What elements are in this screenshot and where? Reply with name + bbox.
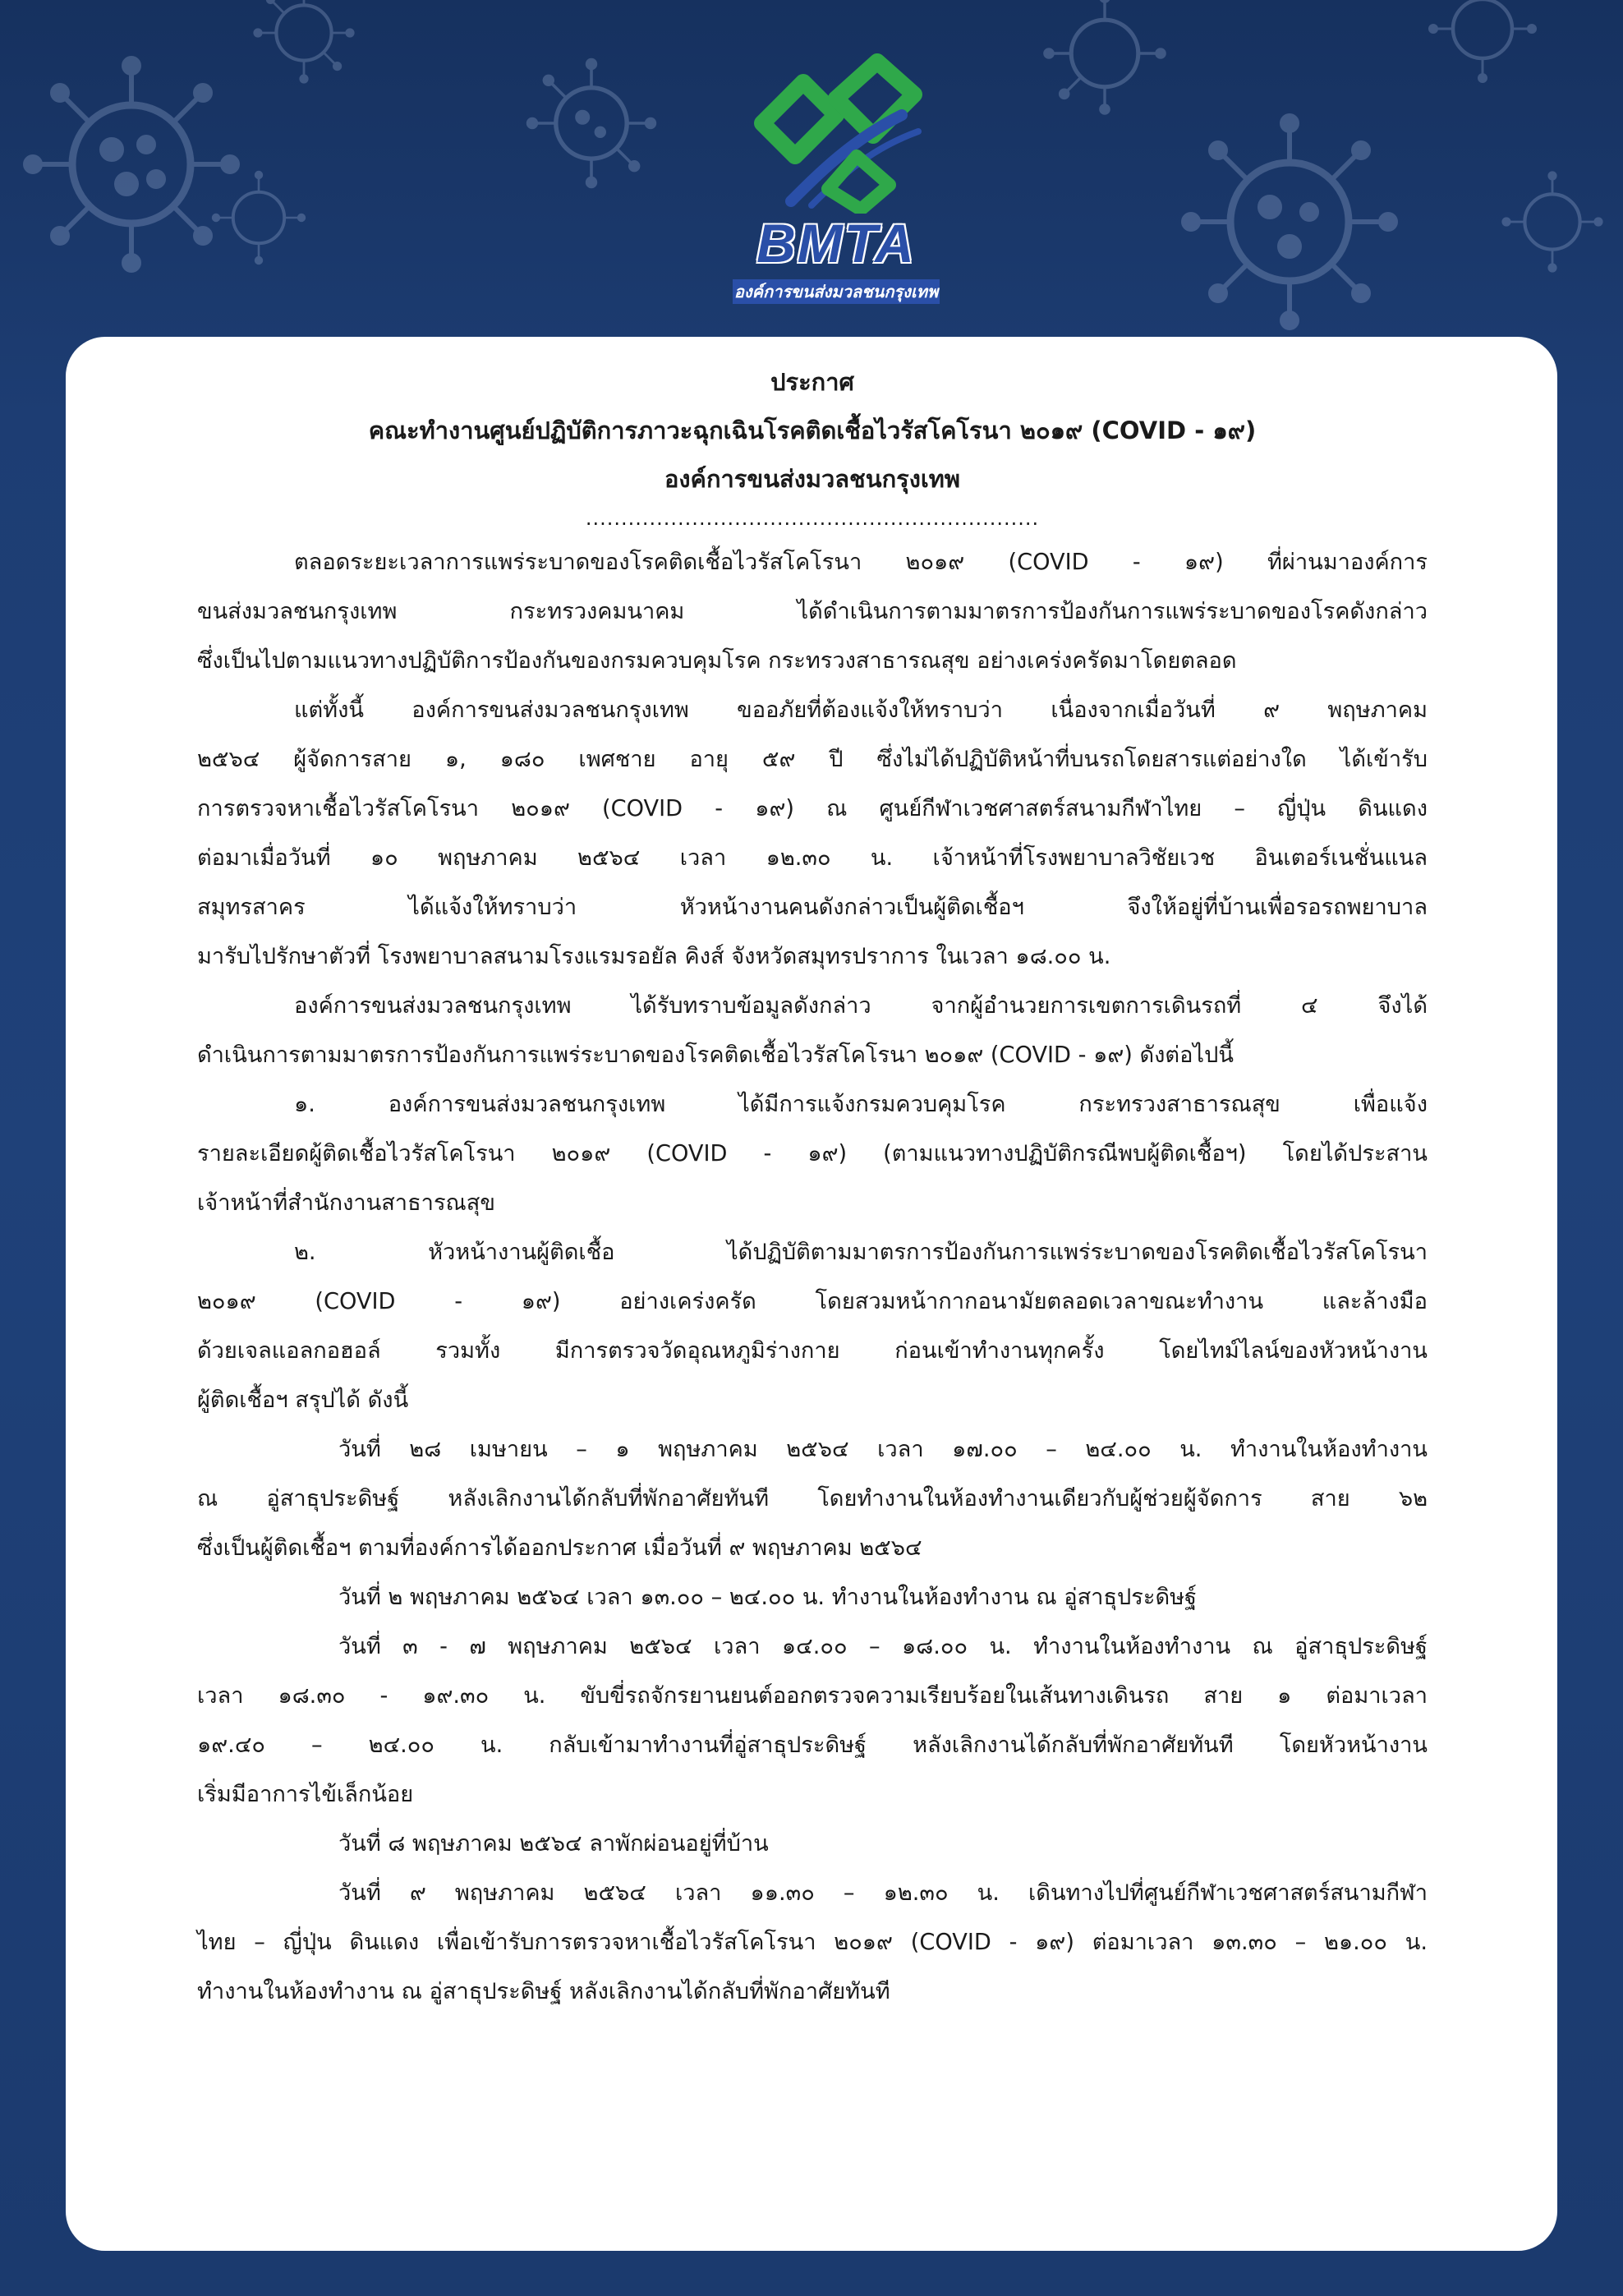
virus-decoration-icon [246, 0, 361, 90]
virus-decoration-icon [205, 164, 312, 271]
virus-decoration-icon [517, 49, 665, 197]
logo-subtitle: องค์การขนส่งมวลชนกรุงเทพ [733, 279, 940, 304]
announcement-content [197, 358, 1428, 2017]
bmta-logo [713, 49, 959, 304]
body-line: การตรวจหาเชื้อไวรัสโคโรนา ๒๐๑๙ (COVID - ๑๙) ณ ศูนย์กีฬาเวชศาสตร์สนามกีฬาไทย – ญี่ปุ่น ดินแดง [197, 796, 1428, 821]
bmta-emblem-icon [713, 49, 959, 214]
body-line: ดำเนินการตามมาตรการป้องกันการแพร่ระบาดของโรคติดเชื้อไวรัสโคโรนา ๒๐๑๙ (COVID - ๑๙) ดังต่อไปนี้ [197, 1042, 1234, 1068]
body-line: แต่ทั้งนี้ องค์การขนส่งมวลชนกรุงเทพ ขออภัยที่ต้องแจ้งให้ทราบว่า เนื่องจากเมื่อวันที่ ๙ พฤษภาคม [294, 697, 1428, 723]
body-line: ขนส่งมวลชนกรุงเทพ กระทรวงคมนาคม ได้ดำเนินการตามมาตรการป้องกันการแพร่ระบาดของโรคดังกล่าว [197, 599, 1428, 624]
body-line: เริ่มมีอาการไข้เล็กน้อย [197, 1782, 414, 1807]
virus-decoration-icon [1421, 0, 1544, 90]
body-line: วันที่ ๘ พฤษภาคม ๒๕๖๔ ลาพักผ่อนอยู่ที่บ้าน [338, 1831, 769, 1857]
body-line: วันที่ ๒๘ เมษายน – ๑ พฤษภาคม ๒๕๖๔ เวลา ๑๗.๐๐ – ๒๔.๐๐ น. ทำงานในห้องทำงาน [338, 1437, 1428, 1462]
body-line: องค์การขนส่งมวลชนกรุงเทพ ได้รับทราบข้อมูลดังกล่าว จากผู้อำนวยการเขตการเดินรถที่ ๔ จึงได้ [294, 993, 1428, 1019]
body-line: ๑๙.๔๐ – ๒๔.๐๐ น. กลับเข้ามาทำงานที่อู่สาธุประดิษฐ์ หลังเลิกงานได้กลับที่พักอาศัยทันที โดยหัวหน้างาน [197, 1732, 1428, 1758]
announcement-heading: ประกาศ [770, 368, 854, 396]
body-line: ณ อู่สาธุประดิษฐ์ หลังเลิกงานได้กลับที่พักอาศัยทันที โดยทำงานในห้องทำงานเดียวกับผู้ช่วยผู้จัดการ สาย ๖๒ [197, 1486, 1428, 1511]
virus-decoration-icon [1495, 164, 1610, 279]
body-line: ผู้ติดเชื้อฯ สรุปได้ ดังนี้ [197, 1387, 409, 1413]
announcement-organization: องค์การขนส่งมวลชนกรุงเทพ [664, 465, 961, 493]
body-line: วันที่ ๙ พฤษภาคม ๒๕๖๔ เวลา ๑๑.๓๐ – ๑๒.๓๐ น. เดินทางไปที่ศูนย์กีฬาเวชศาสตร์สนามกีฬา [338, 1880, 1428, 1906]
body-line: สมุทรสาคร ได้แจ้งให้ทราบว่า หัวหน้างานคนดังกล่าวเป็นผู้ติดเชื้อฯ จึงให้อยู่ที่บ้านเพื่อรอรถพยาบาล [197, 895, 1428, 920]
body-line: ๒๐๑๙ (COVID - ๑๙) อย่างเคร่งครัด โดยสวมหน้ากากอนามัยตลอดเวลาขณะทำงาน และล้างมือ [197, 1289, 1428, 1314]
body-line: รายละเอียดผู้ติดเชื้อไวรัสโคโรนา ๒๐๑๙ (COVID - ๑๙) (ตามแนวทางปฏิบัติกรณีพบผู้ติดเชื้อฯ) โดยได้ประสาน [197, 1141, 1428, 1166]
body-line: ตลอดระยะเวลาการแพร่ระบาดของโรคติดเชื้อไวรัสโคโรนา ๒๐๑๙ (COVID - ๑๙) ที่ผ่านมาองค์การ [294, 550, 1428, 575]
body-line: วันที่ ๓ - ๗ พฤษภาคม ๒๕๖๔ เวลา ๑๔.๐๐ – ๑๘.๐๐ น. ทำงานในห้องทำงาน ณ อู่สาธุประดิษฐ์ [338, 1634, 1428, 1659]
body-line: เวลา ๑๘.๓๐ - ๑๙.๓๐ น. ขับขี่รถจักรยานยนต์ออกตรวจความเรียบร้อยในเส้นทางเดินรถ สาย ๑ ต่อมาเวลา [197, 1683, 1428, 1709]
body-line: ซึ่งเป็นผู้ติดเชื้อฯ ตามที่องค์การได้ออกประกาศ เมื่อวันที่ ๙ พฤษภาคม ๒๕๖๔ [197, 1535, 922, 1561]
body-line: ต่อมาเมื่อวันที่ ๑๐ พฤษภาคม ๒๕๖๔ เวลา ๑๒.๓๐ น. เจ้าหน้าที่โรงพยาบาลวิชัยเวช อินเตอร์เนชั่นแนล [197, 845, 1428, 871]
body-line: ไทย – ญี่ปุ่น ดินแดง เพื่อเข้ารับการตรวจหาเชื้อไวรัสโคโรนา ๒๐๑๙ (COVID - ๑๙) ต่อมาเวลา ๑๓.๓๐ – ๒๑.๐๐ น. [197, 1930, 1428, 1955]
body-line: มารับไปรักษาตัวที่ โรงพยาบาลสนามโรงแรมรอยัล คิงส์ จังหวัดสมุทรปราการ ในเวลา ๑๘.๐๐ น. [197, 944, 1111, 969]
logo-title: BMTA [756, 213, 916, 274]
body-line: ๒๕๖๔ ผู้จัดการสาย ๑, ๑๘๐ เพศชาย อายุ ๕๙ ปี ซึ่งไม่ได้ปฏิบัติหน้าที่บนรถโดยสารแต่อย่างใด ได้เข้ารับ [197, 747, 1428, 772]
virus-decoration-icon [1166, 99, 1413, 345]
body-line: ด้วยเจลแอลกอฮอล์ รวมทั้ง มีการตรวจวัดอุณหภูมิร่างกาย ก่อนเข้าทำงานทุกครั้ง โดยไทม์ไลน์ของหัวหน้างาน [197, 1338, 1428, 1364]
body-line: เจ้าหน้าที่สำนักงานสาธารณสุข [197, 1190, 495, 1216]
body-line: ๒. หัวหน้างานผู้ติดเชื้อ ได้ปฏิบัติตามมาตรการป้องกันการแพร่ระบาดของโรคติดเชื้อไวรัสโคโรนา [294, 1240, 1428, 1265]
body-line: ซึ่งเป็นไปตามแนวทางปฏิบัติการป้องกันของกรมควบคุมโรค กระทรวงสาธารณสุข อย่างเคร่งครัดมาโดยตลอด [197, 648, 1237, 674]
separator: ................................................................ [585, 507, 1040, 530]
announcement-subheading: คณะทำงานศูนย์ปฏิบัติการภาวะฉุกเฉินโรคติดเชื้อไวรัสโคโรนา ๒๐๑๙ (COVID - ๑๙) [368, 416, 1257, 444]
virus-decoration-icon [1035, 0, 1175, 123]
body-line: ทำงานในห้องทำงาน ณ อู่สาธุประดิษฐ์ หลังเลิกงานได้กลับที่พักอาศัยทันที [197, 1979, 890, 2004]
body-line: วันที่ ๒ พฤษภาคม ๒๕๖๔ เวลา ๑๓.๐๐ – ๒๔.๐๐ น. ทำงานในห้องทำงาน ณ อู่สาธุประดิษฐ์ [338, 1585, 1198, 1610]
body-line: ๑. องค์การขนส่งมวลชนกรุงเทพ ได้มีการแจ้งกรมควบคุมโรค กระทรวงสาธารณสุข เพื่อแจ้ง [294, 1092, 1428, 1117]
